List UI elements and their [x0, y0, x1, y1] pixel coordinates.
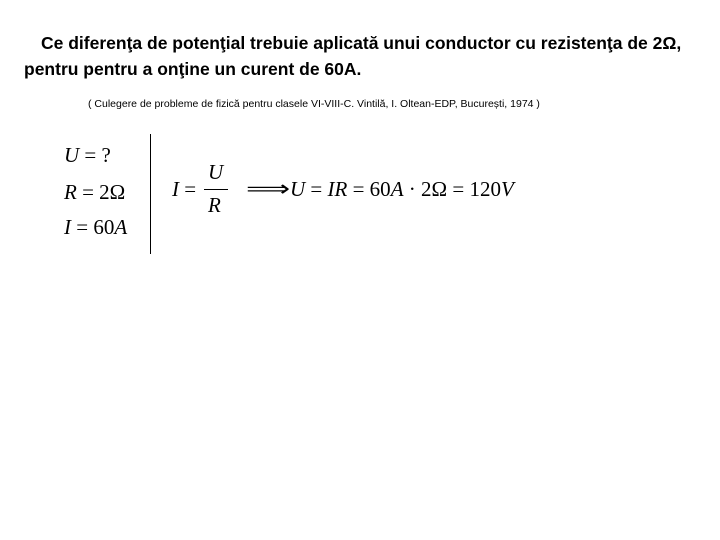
given-current [64, 215, 127, 240]
ohm-law-current-symbol: I [172, 177, 179, 201]
given-resistance-variable: R [64, 180, 77, 204]
fraction-numerator [208, 160, 223, 185]
problem-statement: Ce diferenţa de potenţial trebuie aplicată unui conductor cu rezistenţa de 2Ω, pentru pentru a onţine un curent de 60A. [24, 33, 682, 79]
fraction-numerator-symbol: U [208, 160, 224, 184]
implies-arrow-icon: ⟹ [246, 177, 291, 202]
given-voltage-variable: U [64, 143, 80, 167]
given-current-value: = 60 [71, 215, 115, 239]
result-equals-1: = [305, 177, 328, 201]
source-citation: ( Culegere de probleme de fizică pentru clasele VI-VIII-C. Vintilă, I. Oltean-EDP, București, 1974 ) [88, 98, 540, 110]
fraction-bar [204, 189, 228, 190]
result-ampere-unit: A [390, 177, 404, 201]
result-voltage-symbol: U [290, 177, 306, 201]
result-ir-symbol: IR [327, 177, 348, 201]
ohm-law-lhs [172, 177, 196, 202]
given-voltage [64, 143, 111, 168]
result-product-value: · 2Ω = 120 [403, 177, 501, 201]
given-resistance [64, 180, 125, 205]
result-volt-unit: V [500, 177, 514, 201]
fraction-denominator-symbol: R [208, 193, 221, 217]
ohm-law-equals: = [179, 177, 197, 201]
given-voltage-value: = ? [79, 143, 111, 167]
result-equation [290, 177, 514, 202]
given-current-unit: A [114, 215, 128, 239]
given-resistance-value: = 2Ω [76, 180, 126, 204]
given-current-variable: I [64, 215, 71, 239]
given-divider-line [150, 134, 151, 254]
result-equals-60: = 60 [347, 177, 391, 201]
fraction-denominator [208, 193, 221, 218]
